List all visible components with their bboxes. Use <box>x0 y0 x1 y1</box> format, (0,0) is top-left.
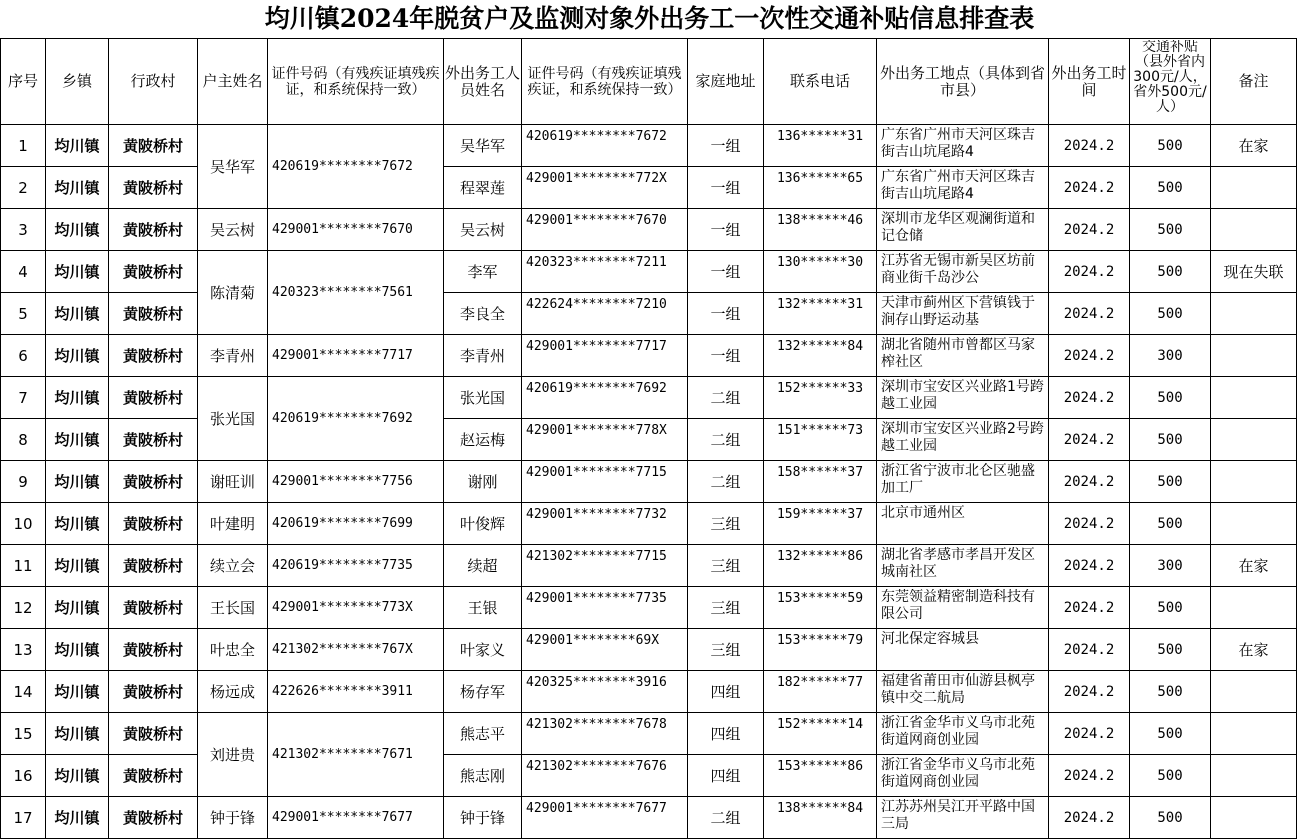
cell-phone <box>764 251 877 293</box>
cell-town: 均川镇 <box>46 545 109 587</box>
cell-worker-id <box>522 587 688 629</box>
table-row <box>1 461 1297 503</box>
cell-phone-text: 132******86 <box>776 548 864 564</box>
table-row <box>1 167 1297 209</box>
table-row <box>1 671 1297 713</box>
cell-phone <box>764 461 877 503</box>
cell-phone-text: 136******65 <box>776 170 864 186</box>
cell-work-place-text: 广东省广州市天河区珠吉街吉山坑尾路4 <box>881 127 1035 160</box>
cell-subsidy: 500 <box>1130 461 1211 503</box>
cell-phone <box>764 335 877 377</box>
cell-work-place-text: 北京市通州区 <box>881 505 965 521</box>
cell-subsidy: 500 <box>1130 713 1211 755</box>
header-subsidy <box>1130 39 1211 125</box>
cell-work-place <box>877 167 1049 209</box>
cell-village: 黄陂桥村 <box>109 713 198 755</box>
cell-worker-id-text: 421302********7676 <box>526 758 667 774</box>
cell-seq: 16 <box>1 755 46 797</box>
cell-address: 四组 <box>688 713 764 755</box>
cell-remark <box>1211 209 1297 251</box>
cell-remark <box>1211 293 1297 335</box>
cell-seq: 2 <box>1 167 46 209</box>
cell-phone-text: 158******37 <box>776 464 864 480</box>
cell-worker-id-text: 429001********7717 <box>526 338 667 354</box>
cell-remark <box>1211 503 1297 545</box>
cell-worker-id <box>522 293 688 335</box>
cell-village: 黄陂桥村 <box>109 503 198 545</box>
cell-seq: 17 <box>1 797 46 839</box>
cell-worker-id <box>522 209 688 251</box>
cell-householder-id: 422626********3911 <box>268 671 444 713</box>
cell-seq: 10 <box>1 503 46 545</box>
cell-work-time: 2024.2 <box>1049 671 1130 713</box>
cell-seq: 11 <box>1 545 46 587</box>
cell-remark <box>1211 335 1297 377</box>
cell-remark <box>1211 671 1297 713</box>
cell-phone-text: 152******33 <box>776 380 864 396</box>
cell-address: 三组 <box>688 587 764 629</box>
header-remark: 备注 <box>1211 39 1297 125</box>
cell-householder-id: 420619********7735 <box>268 545 444 587</box>
cell-worker-id <box>522 167 688 209</box>
cell-phone-text: 159******37 <box>776 506 864 522</box>
cell-phone-text: 153******59 <box>776 590 864 606</box>
cell-worker: 李良全 <box>444 293 522 335</box>
table-row <box>1 377 1297 419</box>
table-row <box>1 713 1297 755</box>
cell-subsidy: 500 <box>1130 797 1211 839</box>
cell-work-time: 2024.2 <box>1049 503 1130 545</box>
header-address: 家庭地址 <box>688 39 764 125</box>
cell-householder-id: 429001********773X <box>268 587 444 629</box>
cell-subsidy: 500 <box>1130 419 1211 461</box>
cell-worker: 张光国 <box>444 377 522 419</box>
cell-householder-id: 421302********7671 <box>268 713 444 797</box>
cell-worker: 谢刚 <box>444 461 522 503</box>
cell-worker: 熊志刚 <box>444 755 522 797</box>
cell-work-place <box>877 209 1049 251</box>
cell-remark <box>1211 167 1297 209</box>
cell-phone-text: 132******31 <box>776 296 864 312</box>
cell-town: 均川镇 <box>46 671 109 713</box>
cell-work-place-text: 浙江省宁波市北仑区驰盛加工厂 <box>881 463 1035 496</box>
cell-worker-id <box>522 251 688 293</box>
table-row <box>1 503 1297 545</box>
cell-phone <box>764 713 877 755</box>
cell-seq: 13 <box>1 629 46 671</box>
cell-town: 均川镇 <box>46 419 109 461</box>
cell-worker-id-text: 429001********69X <box>526 632 660 648</box>
poverty-subsidy-table <box>0 38 1297 839</box>
cell-phone <box>764 419 877 461</box>
cell-phone <box>764 671 877 713</box>
cell-householder: 陈清菊 <box>198 251 268 335</box>
cell-work-time: 2024.2 <box>1049 209 1130 251</box>
cell-work-place <box>877 461 1049 503</box>
cell-work-place-text: 江苏苏州吴江开平路中国三局 <box>881 799 1035 832</box>
cell-town: 均川镇 <box>46 755 109 797</box>
cell-work-time: 2024.2 <box>1049 377 1130 419</box>
cell-householder: 杨远成 <box>198 671 268 713</box>
cell-householder-id: 429001********7756 <box>268 461 444 503</box>
cell-worker-id <box>522 671 688 713</box>
cell-phone-text: 130******30 <box>776 254 864 270</box>
cell-householder-id: 420619********7692 <box>268 377 444 461</box>
cell-seq: 15 <box>1 713 46 755</box>
cell-work-place <box>877 377 1049 419</box>
table-row <box>1 209 1297 251</box>
cell-village: 黄陂桥村 <box>109 545 198 587</box>
cell-worker: 熊志平 <box>444 713 522 755</box>
cell-worker-id-text: 429001********7715 <box>526 464 667 480</box>
cell-work-place-text: 广东省广州市天河区珠吉街吉山坑尾路4 <box>881 169 1035 202</box>
cell-address: 二组 <box>688 797 764 839</box>
cell-work-place <box>877 587 1049 629</box>
cell-town: 均川镇 <box>46 629 109 671</box>
cell-address: 三组 <box>688 545 764 587</box>
cell-address: 二组 <box>688 377 764 419</box>
cell-phone <box>764 629 877 671</box>
cell-householder: 李青州 <box>198 335 268 377</box>
cell-work-time: 2024.2 <box>1049 797 1130 839</box>
cell-worker-id-text: 422624********7210 <box>526 296 667 312</box>
cell-town: 均川镇 <box>46 335 109 377</box>
cell-work-place-text: 湖北省随州市曾都区马家榨社区 <box>881 337 1035 370</box>
cell-householder: 钟于锋 <box>198 797 268 839</box>
cell-subsidy: 500 <box>1130 209 1211 251</box>
cell-subsidy: 500 <box>1130 755 1211 797</box>
cell-town: 均川镇 <box>46 797 109 839</box>
cell-seq: 1 <box>1 125 46 167</box>
cell-remark <box>1211 419 1297 461</box>
cell-phone <box>764 503 877 545</box>
cell-seq: 5 <box>1 293 46 335</box>
cell-work-place-text: 深圳市龙华区观澜街道和记仓储 <box>881 211 1035 244</box>
cell-worker-id-text: 429001********7735 <box>526 590 667 606</box>
cell-remark: 在家 <box>1211 545 1297 587</box>
cell-subsidy: 500 <box>1130 251 1211 293</box>
cell-worker-id-text: 420619********7692 <box>526 380 667 396</box>
cell-phone <box>764 755 877 797</box>
cell-work-time: 2024.2 <box>1049 713 1130 755</box>
cell-town: 均川镇 <box>46 503 109 545</box>
cell-phone <box>764 587 877 629</box>
cell-work-time: 2024.2 <box>1049 587 1130 629</box>
cell-worker: 吴华军 <box>444 125 522 167</box>
cell-worker: 王银 <box>444 587 522 629</box>
cell-worker-id <box>522 125 688 167</box>
cell-address: 三组 <box>688 503 764 545</box>
cell-work-place <box>877 503 1049 545</box>
table-header-row <box>1 39 1297 125</box>
cell-seq: 9 <box>1 461 46 503</box>
cell-worker-id <box>522 335 688 377</box>
cell-worker-id-text: 420619********7672 <box>526 128 667 144</box>
cell-seq: 4 <box>1 251 46 293</box>
cell-householder: 刘进贵 <box>198 713 268 797</box>
cell-village: 黄陂桥村 <box>109 587 198 629</box>
cell-address: 一组 <box>688 335 764 377</box>
cell-town: 均川镇 <box>46 377 109 419</box>
header-work-time: 外出务工时间 <box>1049 39 1130 125</box>
table-row <box>1 587 1297 629</box>
cell-householder-id: 429001********7670 <box>268 209 444 251</box>
cell-householder: 谢旺训 <box>198 461 268 503</box>
table-row <box>1 251 1297 293</box>
cell-work-place-text: 江苏省无锡市新吴区坊前商业街千岛沙公 <box>881 253 1035 286</box>
cell-work-place <box>877 629 1049 671</box>
table-row <box>1 419 1297 461</box>
cell-phone <box>764 377 877 419</box>
cell-work-place <box>877 755 1049 797</box>
cell-phone <box>764 125 877 167</box>
cell-householder-id: 420619********7672 <box>268 125 444 209</box>
cell-village: 黄陂桥村 <box>109 167 198 209</box>
cell-householder: 叶忠全 <box>198 629 268 671</box>
cell-worker: 杨存军 <box>444 671 522 713</box>
cell-village: 黄陂桥村 <box>109 209 198 251</box>
cell-address: 二组 <box>688 419 764 461</box>
cell-remark: 在家 <box>1211 125 1297 167</box>
cell-householder-id: 420323********7561 <box>268 251 444 335</box>
cell-work-time: 2024.2 <box>1049 461 1130 503</box>
cell-work-place <box>877 293 1049 335</box>
cell-worker: 李青州 <box>444 335 522 377</box>
cell-village: 黄陂桥村 <box>109 293 198 335</box>
cell-phone-text: 153******79 <box>776 632 864 648</box>
cell-village: 黄陂桥村 <box>109 797 198 839</box>
cell-remark: 现在失联 <box>1211 251 1297 293</box>
header-phone: 联系电话 <box>764 39 877 125</box>
cell-town: 均川镇 <box>46 209 109 251</box>
cell-work-place-text: 河北保定容城县 <box>881 631 979 647</box>
cell-worker-id-text: 429001********772X <box>526 170 667 186</box>
cell-town: 均川镇 <box>46 713 109 755</box>
cell-work-place <box>877 251 1049 293</box>
cell-worker-id <box>522 755 688 797</box>
cell-work-time: 2024.2 <box>1049 335 1130 377</box>
cell-address: 一组 <box>688 209 764 251</box>
cell-phone-text: 152******14 <box>776 716 864 732</box>
cell-town: 均川镇 <box>46 251 109 293</box>
header-seq: 序号 <box>1 39 46 125</box>
cell-worker-id <box>522 377 688 419</box>
cell-town: 均川镇 <box>46 125 109 167</box>
table-row <box>1 755 1297 797</box>
table-row <box>1 293 1297 335</box>
cell-householder-id: 429001********7677 <box>268 797 444 839</box>
cell-remark <box>1211 755 1297 797</box>
cell-address: 一组 <box>688 251 764 293</box>
cell-village: 黄陂桥村 <box>109 335 198 377</box>
table-row <box>1 629 1297 671</box>
cell-seq: 6 <box>1 335 46 377</box>
table-row <box>1 125 1297 167</box>
cell-village: 黄陂桥村 <box>109 461 198 503</box>
cell-village: 黄陂桥村 <box>109 755 198 797</box>
cell-worker: 续超 <box>444 545 522 587</box>
cell-subsidy: 500 <box>1130 293 1211 335</box>
cell-work-place <box>877 671 1049 713</box>
cell-subsidy: 300 <box>1130 545 1211 587</box>
header-work-place: 外出务工地点（具体到省市县） <box>877 39 1049 125</box>
cell-householder: 吴华军 <box>198 125 268 209</box>
cell-work-place-text: 湖北省孝感市孝昌开发区城南社区 <box>881 547 1035 580</box>
page-title: 均川镇2024年脱贫户及监测对象外出务工一次性交通补贴信息排查表 <box>264 4 1035 33</box>
cell-seq: 7 <box>1 377 46 419</box>
cell-worker: 钟于锋 <box>444 797 522 839</box>
cell-householder: 张光国 <box>198 377 268 461</box>
table-row <box>1 545 1297 587</box>
cell-subsidy: 500 <box>1130 503 1211 545</box>
cell-work-time: 2024.2 <box>1049 167 1130 209</box>
cell-worker-id <box>522 461 688 503</box>
cell-subsidy: 500 <box>1130 671 1211 713</box>
cell-worker-id-text: 429001********7732 <box>526 506 667 522</box>
cell-worker: 吴云树 <box>444 209 522 251</box>
cell-subsidy: 500 <box>1130 125 1211 167</box>
cell-work-place-text: 福建省莆田市仙游县枫亭镇中交二航局 <box>881 673 1035 706</box>
cell-worker-id-text: 429001********7677 <box>526 800 667 816</box>
cell-phone <box>764 167 877 209</box>
cell-phone-text: 132******84 <box>776 338 864 354</box>
cell-work-place-text: 天津市蓟州区下营镇钱于涧存山野运动基 <box>881 295 1035 328</box>
cell-address: 一组 <box>688 293 764 335</box>
cell-address: 一组 <box>688 167 764 209</box>
cell-householder: 叶建明 <box>198 503 268 545</box>
cell-worker-id <box>522 545 688 587</box>
cell-work-place-text: 浙江省金华市义乌市北苑街道网商创业园 <box>881 715 1035 748</box>
cell-remark <box>1211 377 1297 419</box>
cell-phone <box>764 209 877 251</box>
header-householder-id: 证件号码（有残疾证填残疾证，和系统保持一致） <box>268 39 444 125</box>
table-row <box>1 335 1297 377</box>
cell-phone <box>764 293 877 335</box>
cell-seq: 14 <box>1 671 46 713</box>
cell-town: 均川镇 <box>46 461 109 503</box>
header-householder: 户主姓名 <box>198 39 268 125</box>
cell-work-place-text: 深圳市宝安区兴业路2号跨越工业园 <box>881 421 1044 454</box>
cell-householder: 续立会 <box>198 545 268 587</box>
cell-worker-id-text: 429001********778X <box>526 422 667 438</box>
cell-work-time: 2024.2 <box>1049 251 1130 293</box>
cell-town: 均川镇 <box>46 293 109 335</box>
cell-work-place <box>877 125 1049 167</box>
cell-town: 均川镇 <box>46 167 109 209</box>
cell-work-time: 2024.2 <box>1049 755 1130 797</box>
cell-householder-id: 420619********7699 <box>268 503 444 545</box>
cell-worker-id-text: 421302********7715 <box>526 548 667 564</box>
cell-seq: 3 <box>1 209 46 251</box>
cell-worker-id-text: 420323********7211 <box>526 254 667 270</box>
cell-work-time: 2024.2 <box>1049 629 1130 671</box>
cell-householder-id: 421302********767X <box>268 629 444 671</box>
cell-subsidy: 500 <box>1130 629 1211 671</box>
cell-village: 黄陂桥村 <box>109 419 198 461</box>
cell-phone-text: 138******84 <box>776 800 864 816</box>
cell-worker-id <box>522 629 688 671</box>
cell-village: 黄陂桥村 <box>109 377 198 419</box>
cell-worker-id <box>522 419 688 461</box>
header-town: 乡镇 <box>46 39 109 125</box>
header-village: 行政村 <box>109 39 198 125</box>
cell-work-time: 2024.2 <box>1049 545 1130 587</box>
header-worker: 外出务工人员姓名 <box>444 39 522 125</box>
header-subsidy-text: 交通补贴（县外省内300元/人，省外500元/人） <box>1133 40 1207 115</box>
cell-subsidy: 500 <box>1130 377 1211 419</box>
cell-seq: 8 <box>1 419 46 461</box>
cell-worker: 赵运梅 <box>444 419 522 461</box>
cell-village: 黄陂桥村 <box>109 671 198 713</box>
cell-phone-text: 182******77 <box>776 674 864 690</box>
cell-work-place-text: 深圳市宝安区兴业路1号跨越工业园 <box>881 379 1044 412</box>
cell-village: 黄陂桥村 <box>109 629 198 671</box>
cell-worker-id <box>522 503 688 545</box>
cell-remark: 在家 <box>1211 629 1297 671</box>
header-worker-id: 证件号码（有残疾证填残疾证，和系统保持一致） <box>522 39 688 125</box>
cell-remark <box>1211 461 1297 503</box>
cell-work-time: 2024.2 <box>1049 293 1130 335</box>
cell-remark <box>1211 713 1297 755</box>
cell-subsidy: 500 <box>1130 587 1211 629</box>
cell-work-place <box>877 713 1049 755</box>
cell-worker: 程翠莲 <box>444 167 522 209</box>
cell-phone <box>764 545 877 587</box>
cell-worker-id-text: 429001********7670 <box>526 212 667 228</box>
cell-subsidy: 500 <box>1130 167 1211 209</box>
cell-remark <box>1211 587 1297 629</box>
cell-work-time: 2024.2 <box>1049 125 1130 167</box>
cell-worker: 叶家义 <box>444 629 522 671</box>
cell-address: 四组 <box>688 755 764 797</box>
cell-address: 三组 <box>688 629 764 671</box>
table-body <box>1 125 1297 839</box>
cell-seq: 12 <box>1 587 46 629</box>
cell-town: 均川镇 <box>46 587 109 629</box>
cell-work-place-text: 东莞领益精密制造科技有限公司 <box>881 589 1035 622</box>
cell-subsidy: 300 <box>1130 335 1211 377</box>
cell-village: 黄陂桥村 <box>109 251 198 293</box>
cell-phone-text: 136******31 <box>776 128 864 144</box>
cell-phone-text: 153******86 <box>776 758 864 774</box>
cell-address: 一组 <box>688 125 764 167</box>
cell-work-place <box>877 335 1049 377</box>
cell-address: 二组 <box>688 461 764 503</box>
cell-worker-id-text: 420325********3916 <box>526 674 667 690</box>
cell-work-place-text: 浙江省金华市义乌市北苑街道网商创业园 <box>881 757 1035 790</box>
cell-phone-text: 151******73 <box>776 422 864 438</box>
cell-worker-id-text: 421302********7678 <box>526 716 667 732</box>
cell-work-place <box>877 545 1049 587</box>
cell-householder: 王长国 <box>198 587 268 629</box>
cell-worker-id <box>522 713 688 755</box>
cell-phone-text: 138******46 <box>776 212 864 228</box>
cell-worker: 李军 <box>444 251 522 293</box>
cell-householder: 吴云树 <box>198 209 268 251</box>
cell-worker: 叶俊辉 <box>444 503 522 545</box>
cell-work-place <box>877 419 1049 461</box>
cell-work-time: 2024.2 <box>1049 419 1130 461</box>
cell-village: 黄陂桥村 <box>109 125 198 167</box>
cell-address: 四组 <box>688 671 764 713</box>
cell-householder-id: 429001********7717 <box>268 335 444 377</box>
